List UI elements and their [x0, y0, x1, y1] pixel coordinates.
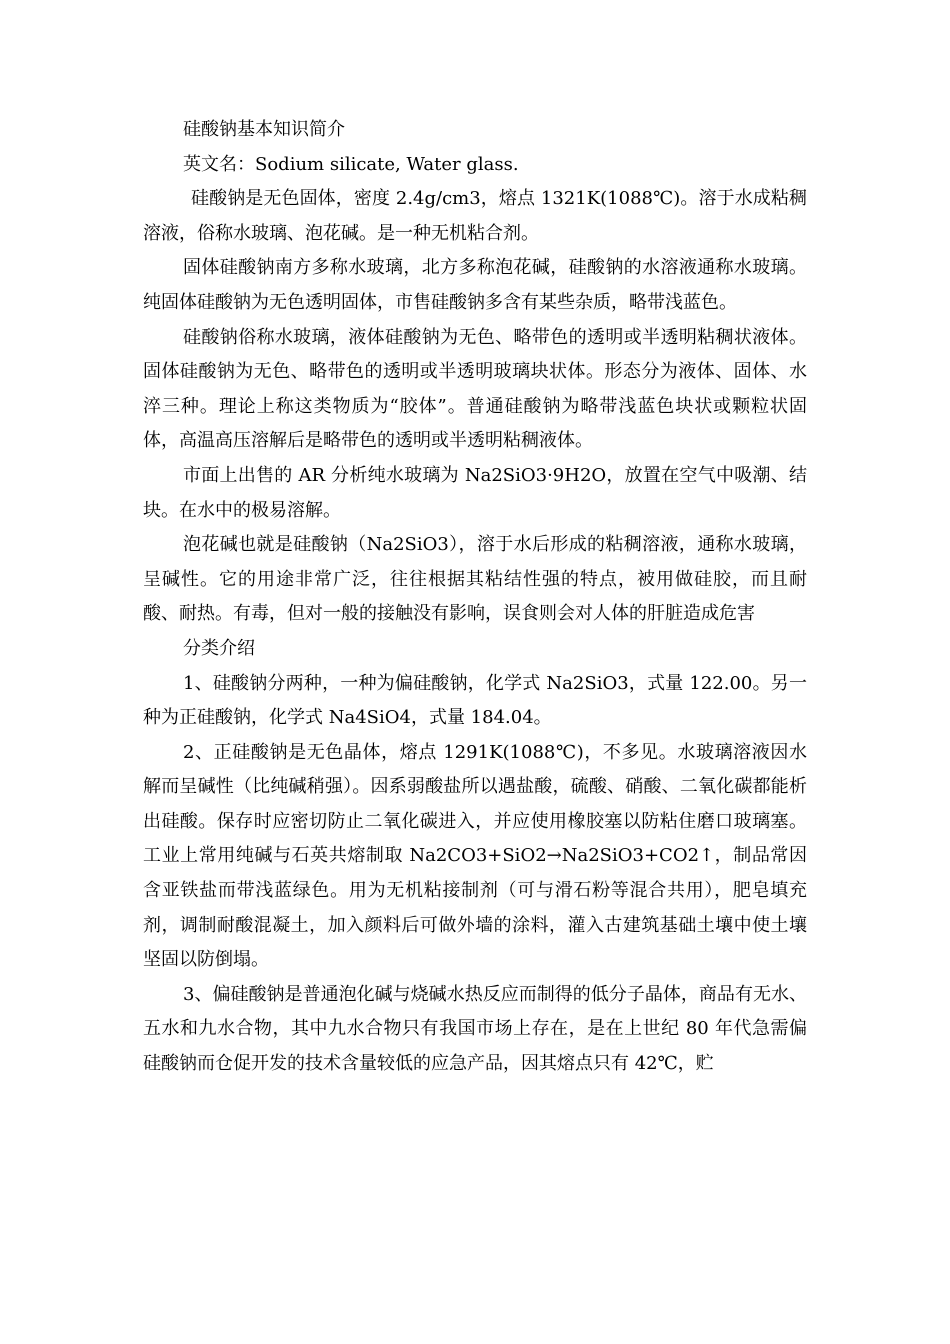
document-title: 硅酸钠基本知识简介	[183, 119, 345, 140]
paragraph-properties: 硅酸钠是无色固体，密度 2.4g/cm3，熔点 1321K(1088℃)。溶于水成粘稠溶液，俗称水玻璃、泡花碱。是一种无机粘合剂。	[143, 188, 807, 244]
paragraph-regional-names: 固体硅酸钠南方多称水玻璃，北方多称泡花碱，硅酸钠的水溶液通称水玻璃。纯固体硅酸钠为无色透明固体，市售硅酸钠多含有某些杂质，略带浅蓝色。	[143, 257, 807, 313]
paragraph-ar-grade: 市面上出售的 AR 分析纯水玻璃为 Na2SiO3·9H2O，放置在空气中吸潮、结块。在水中的极易溶解。	[143, 464, 807, 521]
classification-item-3: 3、偏硅酸钠是普通泡化碱与烧碱水热反应而制得的低分子晶体，商品有无水、五水和九水合物，其中九水合物只有我国市场上存在，是在上世纪 80 年代急需偏硅酸钠而仓促开发的技术含量较低的应急产品，因其熔点只有 42℃，贮	[143, 983, 807, 1075]
paragraph-forms: 硅酸钠俗称水玻璃，液体硅酸钠为无色、略带色的透明或半透明粘稠状液体。固体硅酸钠为无色、略带色的透明或半透明玻璃块状体。形态分为液体、固体、水淬三种。理论上称这类物质为“胶体”。普通硅酸钠为略带浅蓝色块状或颗粒状固体，高温高压溶解后是略带色的透明或半透明粘稠液体。	[143, 326, 807, 452]
section-heading-classification: 分类介绍	[183, 637, 255, 659]
english-name-line: 英文名：Sodium silicate, Water glass.	[183, 153, 519, 175]
document-body	[143, 113, 807, 1082]
paragraph-uses: 泡花碱也就是硅酸钠（Na2SiO3），溶于水后形成的粘稠溶液，通称水玻璃，呈碱性。它的用途非常广泛，往往根据其粘结性强的特点，被用做硅胶，而且耐酸、耐热。有毒，但对一般的接触没有影响，误食则会对人体的肝脏造成危害	[143, 534, 807, 625]
classification-item-2: 2、正硅酸钠是无色晶体，熔点 1291K(1088℃)，不多见。水玻璃溶液因水解而呈碱性（比纯碱稍强）。因系弱酸盐所以遇盐酸，硫酸、硝酸、二氧化碳都能析出硅酸。保存时应密切防止二氧化碳进入，并应使用橡胶塞以防粘住磨口玻璃塞。工业上常用纯碱与石英共熔制取 Na2CO3+SiO2→Na2SiO3+CO2↑，制品常因含亚铁盐而带浅蓝绿色。用为无机粘接制剂（可与滑石粉等混合共用），肥皂填充剂，调制耐酸混凝土，加入颜料后可做外墙的涂料，灌入古建筑基础土壤中使土壤坚固以防倒塌。	[143, 741, 807, 971]
classification-item-1: 1、硅酸钠分两种，一种为偏硅酸钠，化学式 Na2SiO3，式量 122.00。另一种为正硅酸钠，化学式 Na4SiO4，式量 184.04。	[143, 672, 807, 729]
